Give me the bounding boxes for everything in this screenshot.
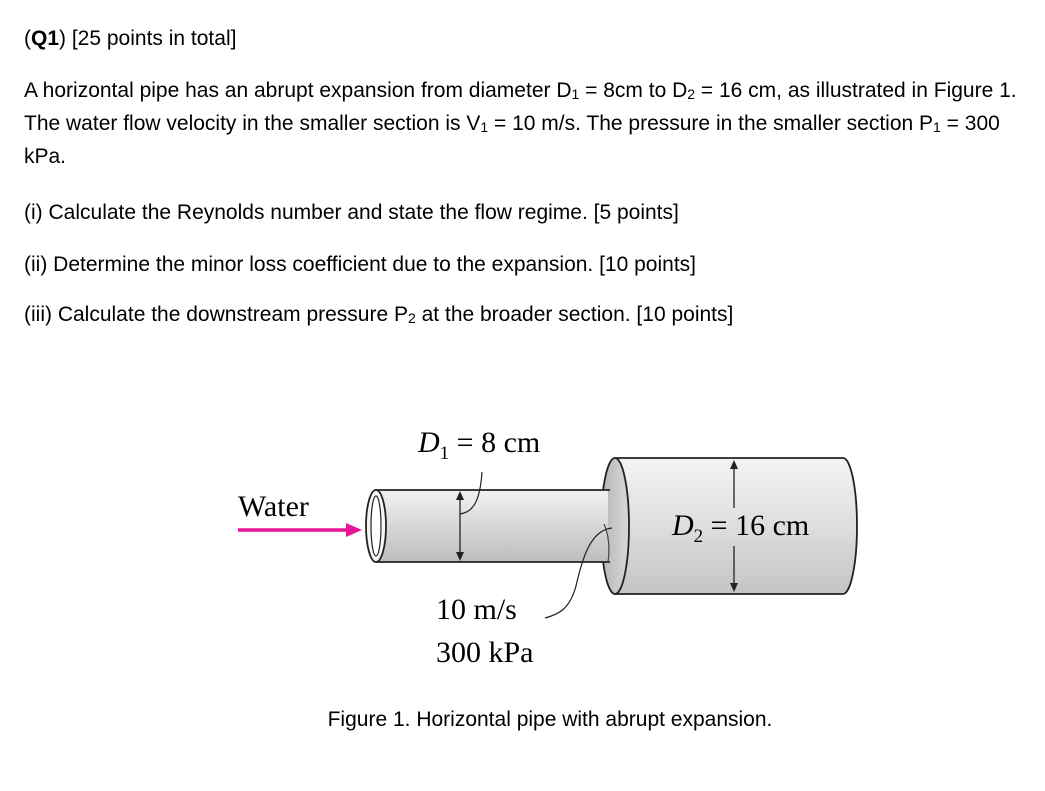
question-title: (Q1) [25 points in total]: [24, 27, 237, 50]
d2-label: $D_2 = 16$ cm: [672, 509, 810, 547]
water-label: Water: [238, 490, 309, 523]
part-i-text: Calculate the Reynolds number and state the flow regime. [5 points]: [48, 201, 679, 224]
intro-text-c: = 16 cm, as illustrated in Figure 1. The water flow velocity in the smaller section is V: [24, 79, 1017, 135]
intro-text-b: = 8cm to D: [579, 79, 688, 102]
small-pipe: [366, 490, 610, 562]
sub-2: 2: [687, 86, 696, 102]
part-ii: [24, 248, 696, 281]
part-ii-label: (ii): [24, 253, 48, 276]
d1-label: $D_1 = 8$ cm: [418, 426, 541, 464]
part-iii-label: (iii): [24, 303, 52, 326]
velocity-label: 10 m/s: [436, 593, 517, 626]
part-iii: [24, 298, 733, 331]
part-i: [24, 196, 679, 229]
points-total: [25 points in total]: [71, 27, 237, 50]
figure-caption: Figure 1. Horizontal pipe with abrupt expansion.: [327, 708, 773, 731]
sub-1: 1: [933, 119, 941, 135]
sub-2: 2: [408, 310, 416, 326]
part-i-label: (i): [24, 201, 43, 224]
part-ii-text: Determine the minor loss coefficient due to the expansion. [10 points]: [53, 253, 696, 276]
part-iii-text-b: at the broader section. [10 points]: [415, 303, 734, 326]
question-id: Q1: [31, 27, 60, 50]
question-intro: [24, 74, 1034, 173]
sub-1: 1: [571, 86, 580, 102]
pipe-expansion-figure: [220, 400, 900, 680]
water-flow-arrow: [238, 523, 362, 537]
part-iii-text-a: Calculate the downstream pressure P: [57, 303, 408, 326]
sub-1: 1: [480, 119, 489, 135]
intro-text-e: = 300 kPa.: [24, 112, 1000, 168]
pressure-label: 300 kPa: [436, 636, 534, 669]
intro-text-a: A horizontal pipe has an abrupt expansion from diameter D: [24, 79, 572, 102]
intro-text-d: = 10 m/s. The pressure in the smaller section P: [488, 112, 934, 135]
